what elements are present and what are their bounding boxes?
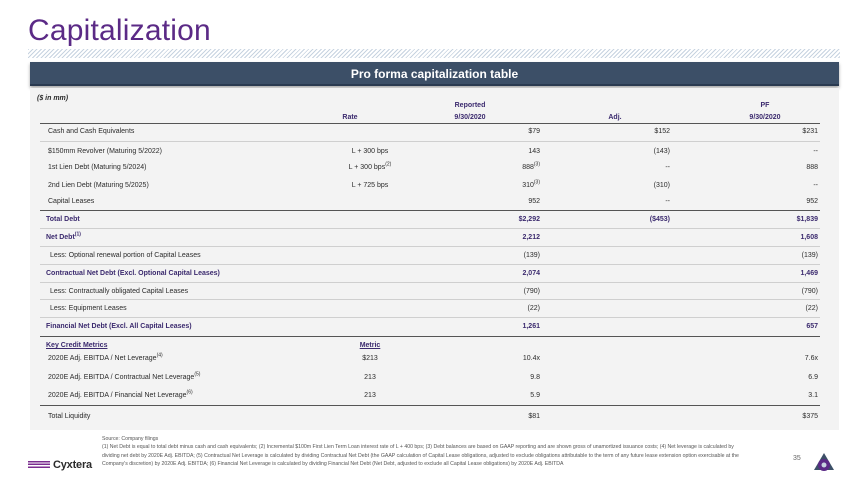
row-reported: 2,212 [522, 234, 540, 241]
row-reported: (139) [523, 252, 540, 259]
row-divider [40, 264, 820, 265]
row-pf: 657 [806, 323, 818, 330]
metric-value: 213 [364, 374, 376, 381]
row-divider [40, 246, 820, 247]
liquidity-pf: $375 [802, 413, 818, 420]
metrics-header [40, 340, 820, 352]
row-label: Less: Optional renewal portion of Capital Leases [50, 252, 201, 259]
row-label: Less: Contractually obligated Capital Leases [50, 288, 189, 295]
row-label: Capital Leases [48, 198, 95, 205]
metric-row [40, 372, 820, 384]
company-logo [28, 459, 92, 471]
table-title-bar: Pro forma capitalization table [30, 62, 839, 86]
table-row [40, 286, 820, 298]
row-pf: 888 [806, 164, 818, 171]
row-adj: (310) [653, 182, 670, 189]
logo-wordmark: Cyxtera [53, 459, 92, 471]
row-divider [40, 317, 820, 318]
units-note: ($ in mm) [37, 95, 69, 102]
row-label: Net Debt$^{(1)}$ [46, 231, 81, 241]
row-pf: (139) [801, 252, 818, 259]
metrics-metric-header: Metric [359, 342, 381, 349]
section-rule [40, 405, 820, 406]
liquidity-reported: $81 [528, 413, 540, 420]
row-pf: 952 [806, 198, 818, 205]
row-reported: (22) [527, 305, 540, 312]
metric-pf: 7.6x [804, 355, 818, 362]
table-row [40, 303, 820, 315]
table-row [40, 232, 820, 244]
liquidity-label: Total Liquidity [48, 413, 91, 420]
table-row [40, 268, 820, 280]
row-reported: 310$^{(3)}$ [522, 179, 540, 189]
row-pf: 1,469 [800, 270, 818, 277]
row-label: 1st Lien Debt (Maturing 5/2024) [48, 164, 147, 171]
title-divider [28, 49, 840, 58]
row-reported: 2,074 [522, 270, 540, 277]
metric-label: 2020E Adj. EBITDA / Net Leverage$^{(4)}$ [48, 352, 163, 362]
row-label: Contractual Net Debt (Excl. Optional Capital Leases) [46, 270, 220, 277]
table-row [40, 162, 820, 174]
row-divider [40, 141, 820, 142]
column-header-pf-date: 9/30/2020 [749, 114, 781, 121]
row-rate: L + 300 bps$^{(2)}$ [348, 161, 392, 171]
row-divider [40, 210, 820, 211]
metrics-label-header: Key Credit Metrics [46, 342, 108, 349]
row-label: $150mm Revolver (Maturing 5/2022) [48, 148, 162, 155]
table-row [40, 321, 820, 333]
source-note: Source: Company filings [102, 436, 159, 442]
logo-mark-icon [28, 461, 50, 469]
row-reported: 143 [528, 148, 540, 155]
row-reported: $79 [528, 128, 540, 135]
row-divider [40, 282, 820, 283]
footnote-text: (1) Net Debt is equal to total debt minus cash and cash equivalents; (2) Incremental $100m First Lien Term Loan interest rate of L + 400 bps; (3) Debt balances are based on GAAP reporting and are shown gross of unamortized issuance costs; (4) Net leverage is calculated by dividing net debt by 2020E Adj. EBITDA; (5) Contractual Net Leverage is calculated by dividing Contractual Net Debt (the GAAP calculation of Capital Lease obligations, adjusted to exclude obligations attributable to the term of any future lease extension option exercisable at the Company's discretion) by 2020E Adj. EBITDA; (6) Financial Net Leverage is calculated by dividing Financial Net Debt (Net Debt, adjusted to exclude all Capital Lease obligations) by 2020E Adj. EBITDA [102, 444, 739, 467]
row-rate: L + 725 bps [351, 182, 389, 189]
row-pf: -- [813, 148, 818, 155]
footnote-marker: (5) [194, 371, 201, 378]
table-row [40, 250, 820, 262]
table-row [40, 146, 820, 158]
metric-pf: 6.9 [808, 374, 818, 381]
row-reported: 1,261 [522, 323, 540, 330]
table-row [40, 196, 820, 208]
footnote-marker: (6) [186, 389, 193, 396]
page-number: 35 [793, 455, 801, 462]
row-pf: -- [813, 182, 818, 189]
row-pf: 1,608 [800, 234, 818, 241]
section-rule [40, 336, 820, 337]
row-adj: -- [665, 164, 670, 171]
row-adj: ($453) [649, 216, 670, 223]
metric-reported: 10.4x [522, 355, 540, 362]
footnotes [102, 435, 742, 468]
footnote-marker: (3) [533, 179, 540, 186]
seal-icon [812, 452, 836, 476]
column-header-adj: Adj. [608, 114, 622, 121]
row-rate: L + 300 bps [351, 148, 389, 155]
metric-value: 213 [364, 392, 376, 399]
column-header-pf: PF [760, 102, 770, 109]
table-row [40, 180, 820, 192]
row-reported: 888$^{(3)}$ [522, 161, 540, 171]
header-rule [40, 123, 820, 124]
row-label: Financial Net Debt (Excl. All Capital Leases) [46, 323, 192, 330]
row-label: Less: Equipment Leases [50, 305, 127, 312]
metric-reported: 9.8 [530, 374, 540, 381]
row-reported: $2,292 [518, 216, 540, 223]
metric-row [40, 390, 820, 402]
footnote-marker: (4) [156, 352, 163, 359]
metric-label: 2020E Adj. EBITDA / Financial Net Leverage$^{(6)}$ [48, 389, 193, 399]
page-title: Capitalization [28, 14, 211, 47]
metric-pf: 3.1 [808, 392, 818, 399]
table-row [40, 214, 820, 226]
row-adj: $152 [654, 128, 670, 135]
row-pf: $231 [802, 128, 818, 135]
row-divider [40, 299, 820, 300]
row-label: 2nd Lien Debt (Maturing 5/2025) [48, 182, 149, 189]
row-reported: (790) [523, 288, 540, 295]
footnote-marker: (3) [533, 161, 540, 168]
table-row [40, 126, 820, 138]
row-divider [40, 228, 820, 229]
row-label: Cash and Cash Equivalents [48, 128, 135, 135]
row-pf: $1,839 [796, 216, 818, 223]
row-pf: (790) [801, 288, 818, 295]
footnote-marker: (2) [385, 161, 392, 168]
row-label: Total Debt [46, 216, 80, 223]
liquidity-row [40, 411, 820, 423]
metric-value: $213 [362, 355, 378, 362]
row-adj: -- [665, 198, 670, 205]
row-pf: (22) [805, 305, 818, 312]
metric-label: 2020E Adj. EBITDA / Contractual Net Leverage$^{(5)}$ [48, 371, 201, 381]
metric-row [40, 353, 820, 365]
metric-reported: 5.9 [530, 392, 540, 399]
footnote-marker: (1) [74, 231, 81, 238]
column-header-reported: Reported [454, 102, 486, 109]
column-header-rate: Rate [342, 114, 358, 121]
column-header-reported-date: 9/30/2020 [454, 114, 486, 121]
row-adj: (143) [653, 148, 670, 155]
row-reported: 952 [528, 198, 540, 205]
